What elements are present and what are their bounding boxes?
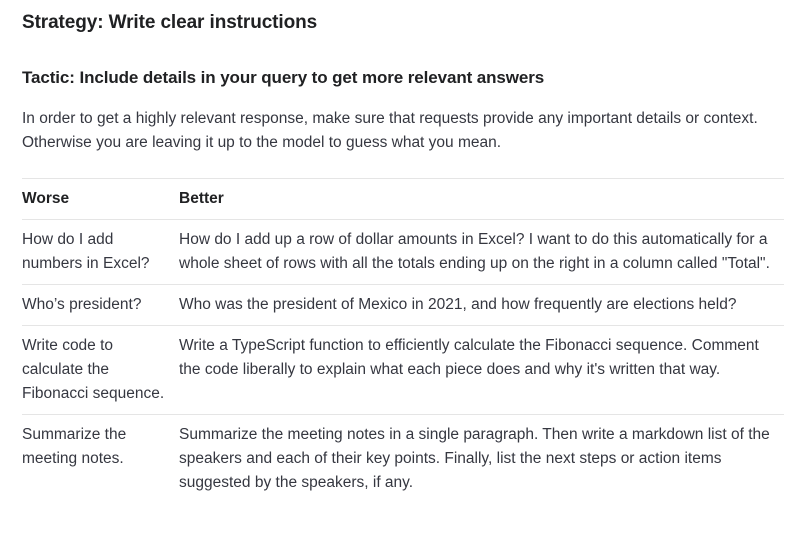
- table-row: [22, 285, 784, 326]
- table-header-row: [22, 179, 784, 220]
- worse-cell: Write code to calculate the Fibonacci sequence.: [22, 326, 179, 415]
- header-better: Better: [179, 179, 784, 220]
- worse-cell: Summarize the meeting notes.: [22, 415, 179, 504]
- worse-cell: How do I add numbers in Excel?: [22, 220, 179, 285]
- examples-table: [22, 178, 784, 503]
- table-row: [22, 326, 784, 415]
- better-cell: How do I add up a row of dollar amounts in Excel? I want to do this automatically for a whole sheet of rows with all the totals ending up on the right in a column called "Total".: [179, 220, 784, 285]
- tactic-heading: Tactic: Include details in your query to get more relevant answers: [22, 68, 545, 87]
- header-worse: Worse: [22, 179, 179, 220]
- tactic-intro-paragraph: In order to get a highly relevant response, make sure that requests provide any important details or context. Otherwise you are leaving it up to the model to guess what you mean.: [22, 110, 758, 151]
- table-row: [22, 415, 784, 504]
- better-cell: Who was the president of Mexico in 2021, and how frequently are elections held?: [179, 285, 784, 326]
- worse-cell: Who’s president?: [22, 285, 179, 326]
- strategy-heading: Strategy: Write clear instructions: [22, 12, 318, 33]
- better-cell: Summarize the meeting notes in a single paragraph. Then write a markdown list of the speakers and each of their key points. Finally, list the next steps or action items suggested by the speakers, if any.: [179, 415, 784, 504]
- table-row: [22, 220, 784, 285]
- better-cell: Write a TypeScript function to efficiently calculate the Fibonacci sequence. Comment the code liberally to explain what each piece does and why it's written that way.: [179, 326, 784, 415]
